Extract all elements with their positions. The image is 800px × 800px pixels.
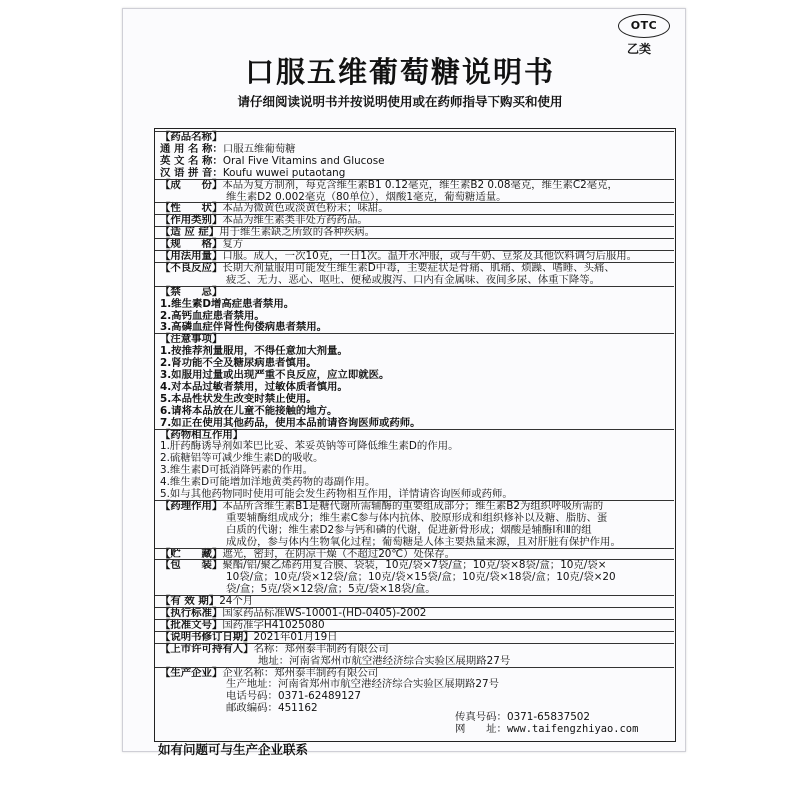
row-2 (160, 155, 385, 168)
row-label: 【生产企业】 (160, 666, 223, 679)
row-4 (160, 179, 618, 192)
row-10 (160, 250, 637, 263)
row-text: 口服。成人，一次10克，一日1次。温开水冲服，或与牛奶、豆浆及其他饮料调匀后服用。 (222, 250, 638, 262)
row-39 (160, 595, 253, 608)
row-text: Koufu wuwei putaotang (222, 166, 346, 179)
footer-note: 如有问题可与生产企业联系 (158, 742, 309, 757)
row-text: 口服五维葡萄糖 (222, 142, 296, 155)
row-9 (160, 238, 243, 251)
row-divider (155, 286, 674, 287)
row-34 (160, 536, 621, 549)
otc-class: 乙类 (627, 42, 652, 56)
row-text: Oral Five Vitamins and Glucose (222, 154, 385, 167)
row-divider (155, 619, 674, 620)
row-text: 用于维生素缺乏所致的各种疾病。 (219, 226, 376, 239)
row-divider (155, 631, 674, 632)
row-divider (155, 202, 674, 203)
row-13 (160, 286, 222, 299)
row-divider (155, 214, 674, 215)
row-label: 【贮 藏】 (160, 547, 223, 560)
row-text: 名称：郑州泰丰制药有限公司 (253, 642, 389, 655)
row-divider (155, 559, 674, 560)
row-divider (155, 607, 674, 608)
row-label: 【用法用量】 (160, 250, 223, 262)
row-text: 本品所含维生素B1是糖代谢所需辅酶的重要组成部分；维生素B2为组织呼吸所需的 (222, 499, 604, 512)
row-23 (160, 405, 337, 418)
row-41 (160, 619, 325, 632)
row-text: 长期大剂量服用可能发生维生素D中毒，主要症状是骨痛、肌痛、烦躁、嗜睡、头痛、 (222, 261, 615, 274)
row-label: 【执行标准】 (160, 607, 223, 619)
row-text: 地址：河南省郑州市航空港经济综合实验区展期路27号 (258, 654, 511, 667)
row-text: 2.高钙血症患者禁用。 (160, 309, 265, 322)
row-12 (160, 274, 600, 287)
row-label: 【说明书修订日期】 (160, 630, 254, 643)
row-32 (160, 512, 607, 525)
row-text: 2021年01月19日 (253, 630, 338, 643)
row-text: 本品为微黄色或淡黄色粉末；味甜。 (222, 202, 389, 215)
row-text: 3.如服用过量或出现严重不良反应，应立即就医。 (160, 369, 390, 381)
row-label: 【禁 忌】 (160, 285, 223, 298)
website: 网 址：www.taifengzhiyao.com (455, 723, 639, 735)
row-divider (155, 500, 674, 501)
row-label: 英 文 名 称： (160, 154, 223, 167)
row-text: 5.如与其他药物同时使用可能会发生药物相互作用，详情请咨询医师或药师。 (160, 488, 513, 500)
row-text: 4.对本品过敏者禁用，过敏体质者慎用。 (160, 380, 348, 393)
row-label: 【规 格】 (160, 238, 223, 251)
row-divider (155, 548, 674, 549)
row-text: 24个月 (219, 595, 254, 608)
row-30 (160, 488, 513, 501)
page-subtitle: 请仔细阅读说明书并按说明使用或在药师指导下购买和使用 (237, 94, 563, 109)
row-text: 白质的代谢；维生素D2参与钙和磷的代谢，促进新骨形成；烟酸是辅酶Ⅰ和Ⅱ的组 (226, 523, 592, 536)
row-text: 10袋/盒；10克/袋×12袋/盒；10克/袋×15袋/盒；10克/袋×18袋/盒；10克/袋×20 (226, 571, 616, 584)
row-29 (160, 476, 375, 489)
row-33 (160, 524, 592, 537)
row-text: 成成份，参与体内生物氧化过程；葡萄糖是人体主要热量来源，且对肝脏有保护作用。 (226, 535, 621, 548)
row-divider (155, 429, 674, 430)
row-label: 汉 语 拼 音： (160, 166, 223, 179)
row-label: 【包 装】 (160, 559, 223, 572)
row-label: 【适 应 症】 (160, 226, 220, 239)
row-text: 复方 (222, 238, 244, 251)
row-divider (155, 262, 674, 263)
fax-number: 传真号码：0371-65837502 (455, 711, 591, 723)
row-text: 袋/盒；5克/袋×12袋/盒；5克/袋×18袋/盒。 (226, 583, 436, 596)
row-text: 聚酯/铝/聚乙烯药用复合膜、袋装，10克/袋×7袋/盒；10克/袋×8袋/盒；10克/袋× (222, 559, 607, 572)
row-31 (160, 500, 603, 513)
row-48 (160, 702, 318, 715)
row-text: 遮光，密封，在阴凉干燥（不超过20℃）处保存。 (222, 547, 456, 560)
row-divider (155, 333, 674, 334)
row-42 (160, 631, 338, 644)
row-text: 企业名称：郑州泰丰制药有限公司 (222, 666, 379, 679)
row-label: 通 用 名 称： (160, 142, 223, 155)
row-text: 2.肾功能不全及糖尿病患者慎用。 (160, 357, 317, 370)
row-divider (155, 250, 674, 251)
row-40 (160, 607, 426, 620)
row-divider (155, 595, 674, 596)
row-label: 【批准文号】 (160, 618, 223, 631)
row-divider (155, 179, 674, 180)
row-text: 重要辅酶组成成分；维生素C参与体内抗体、胶原形成和组织修补以及糖、脂肪、蛋 (226, 511, 608, 524)
row-text: 生产地址：河南省郑州市航空港经济综合实验区展期路27号 (226, 678, 499, 691)
row-11 (160, 262, 615, 275)
row-label: 【药理作用】 (160, 499, 223, 512)
row-44 (160, 655, 510, 668)
row-label: 【作用类别】 (160, 214, 223, 227)
row-text: 本品为维生素类非处方药药品。 (222, 214, 368, 227)
row-divider (155, 667, 674, 668)
row-divider (155, 131, 674, 132)
row-text: 维生素D2 0.002毫克（80单位），烟酸1毫克，葡萄糖适量。 (226, 190, 507, 203)
row-label: 【药物相互作用】 (160, 428, 244, 441)
row-divider (155, 226, 674, 227)
row-text: 5.本品性状发生改变时禁止使用。 (160, 392, 317, 405)
page-title: 口服五维葡萄糖说明书 (244, 55, 555, 89)
row-22 (160, 393, 317, 406)
row-label: 【有 效 期】 (160, 595, 220, 608)
row-19 (160, 357, 317, 370)
row-label: 【性 状】 (160, 202, 223, 215)
row-1 (160, 143, 296, 156)
row-24 (160, 417, 421, 430)
row-text: 本品为复方制剂，每克含维生素B1 0.12毫克，维生素B2 0.08毫克，维生素C2毫克， (222, 178, 618, 191)
row-label: 【上市许可持有人】 (160, 642, 254, 655)
row-text: 7.如正在使用其他药品，使用本品前请咨询医师或药师。 (160, 416, 421, 429)
row-text: 2.硫糖铝等可减少维生素D的吸收。 (160, 452, 324, 465)
row-text: 1.按推荐剂量服用，不得任意加大剂量。 (160, 345, 348, 358)
row-divider (155, 643, 674, 644)
row-text: 3.高磷血症伴肾性佝偻病患者禁用。 (160, 321, 328, 334)
row-text: 1.肝药酶诱导剂如苯巴比妥、苯妥英钠等可降低维生素D的作用。 (160, 440, 459, 453)
row-14 (160, 298, 294, 311)
row-text: 疲乏、无力、恶心、呕吐、便秘或腹泻、口内有金属味、夜间多尿、体重下降等。 (226, 273, 601, 286)
row-text: 电话号码：0371-62489127 (226, 690, 362, 703)
row-21 (160, 381, 348, 394)
row-3 (160, 167, 345, 180)
otc-badge: OTC (618, 14, 670, 38)
row-text: 4.维生素D可能增加洋地黄类药物的毒副作用。 (160, 476, 376, 489)
row-text: 国药准字H41025080 (222, 618, 325, 631)
row-label: 【药品名称】 (160, 131, 223, 143)
row-label: 【注意事项】 (160, 333, 223, 346)
row-divider (155, 238, 674, 239)
row-0 (160, 131, 222, 144)
row-20 (160, 369, 389, 382)
row-label: 【成 份】 (160, 178, 223, 191)
row-text: 3.维生素D可抵消降钙素的作用。 (160, 464, 313, 477)
row-text: 6.请将本品放在儿童不能接触的地方。 (160, 404, 338, 417)
row-text: 邮政编码：451162 (226, 702, 318, 715)
row-label: 【不良反应】 (160, 261, 223, 274)
row-text: 1.维生素D增高症患者禁用。 (160, 297, 295, 310)
row-text: 国家药品标准WS-10001-(HD-0405)-2002 (222, 607, 427, 619)
row-43 (160, 643, 389, 656)
